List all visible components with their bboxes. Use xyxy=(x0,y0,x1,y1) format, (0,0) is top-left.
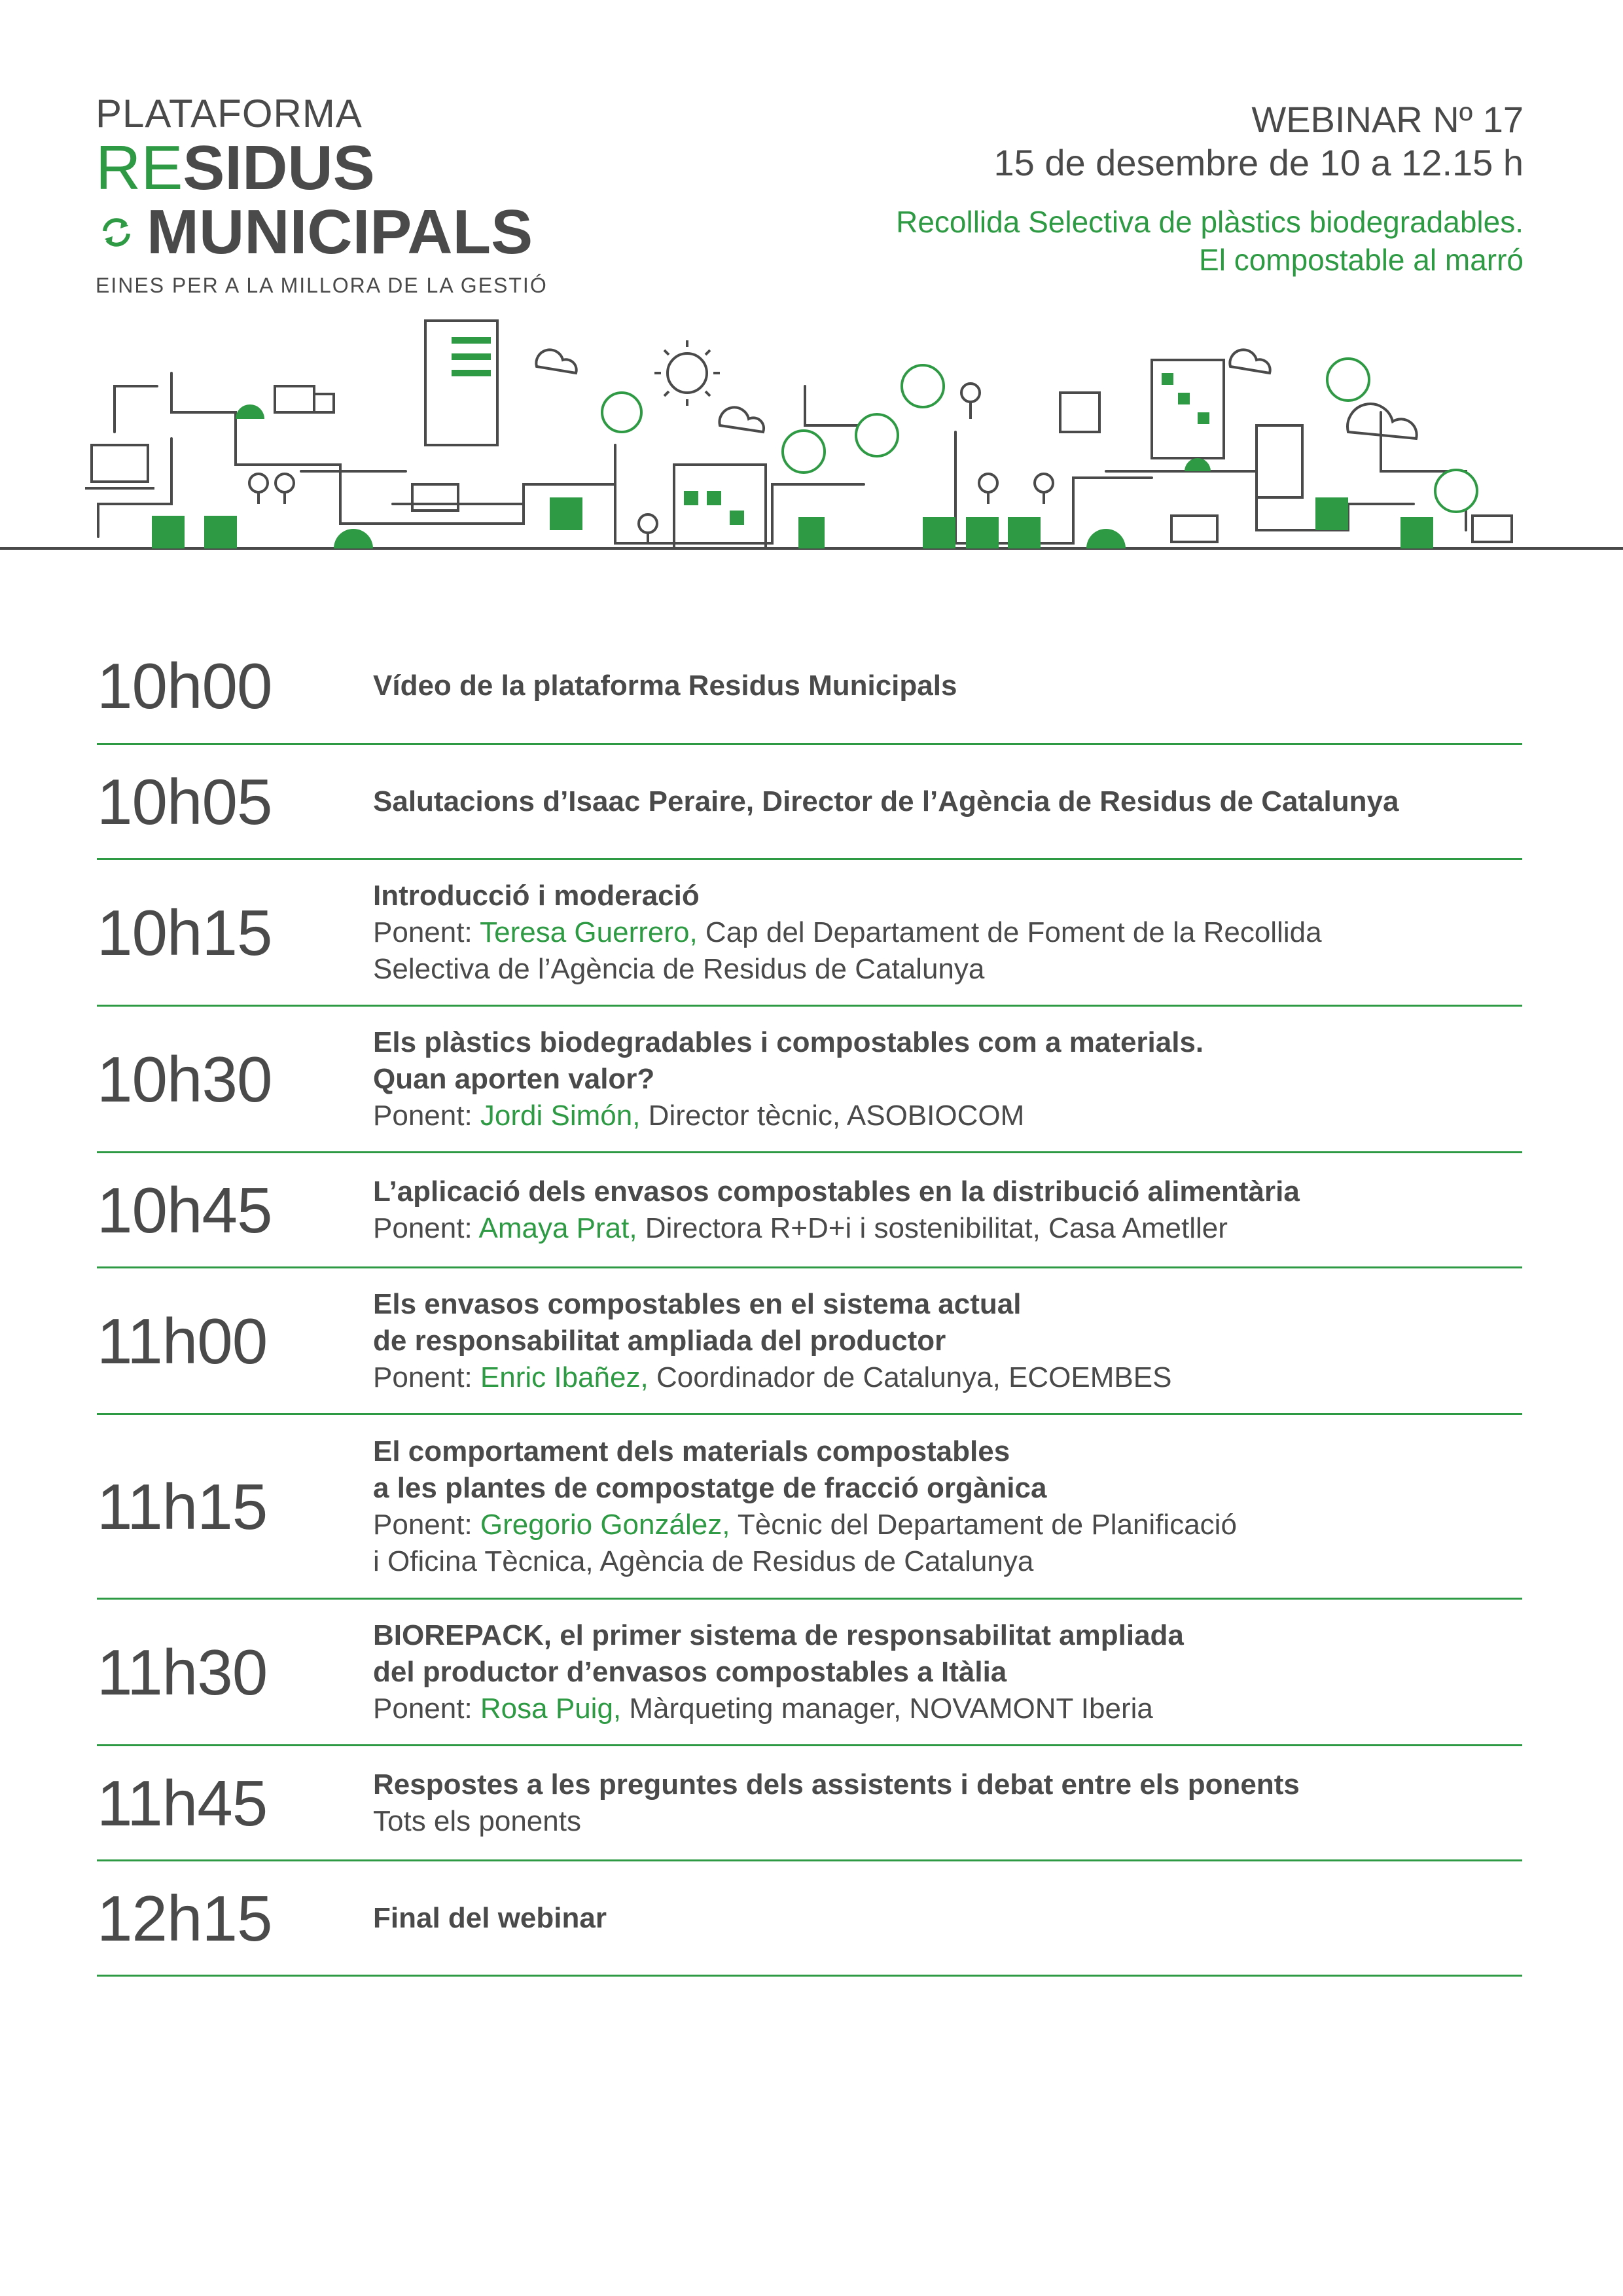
speaker-name: Gregorio González, xyxy=(480,1508,730,1541)
speaker-role: Màrqueting manager, NOVAMONT Iberia xyxy=(621,1692,1153,1725)
agenda-time: 11h30 xyxy=(97,1636,268,1708)
agenda-speaker xyxy=(373,1210,1522,1247)
speaker-role: Directora R+D+i i sostenibilitat, Casa Ametller xyxy=(637,1211,1228,1244)
agenda-speaker xyxy=(373,1359,1522,1396)
webinar-header xyxy=(896,98,1524,279)
webinar-subtitle xyxy=(896,203,1524,279)
agenda-time: 10h45 xyxy=(97,1174,272,1246)
agenda-title: Els plàstics biodegradables i compostables com a materials. Quan aporten valor? xyxy=(373,1026,1204,1095)
agenda-row xyxy=(97,1600,1522,1746)
speaker-lead: Ponent: xyxy=(373,916,480,948)
agenda-title: Introducció i moderació xyxy=(373,879,700,912)
agenda-row xyxy=(97,1861,1522,1977)
agenda-title: Vídeo de la plataforma Residus Municipals xyxy=(373,669,957,702)
agenda-time: 10h05 xyxy=(97,765,272,838)
agenda-body xyxy=(373,1174,1522,1247)
agenda-time: 11h45 xyxy=(97,1767,268,1839)
agenda-row xyxy=(97,628,1522,745)
logo-municipals: MUNICIPALS xyxy=(147,197,533,267)
speaker-lead: Ponent: xyxy=(373,1692,480,1725)
speaker-name: Jordi Simón, xyxy=(480,1099,641,1132)
agenda-title: Final del webinar xyxy=(373,1901,607,1934)
speaker-lead: Ponent: xyxy=(373,1211,479,1244)
recycle-arrows-icon xyxy=(96,211,137,253)
agenda-time: 10h00 xyxy=(97,649,272,722)
agenda-row xyxy=(97,745,1522,860)
speaker-lead: Ponent: xyxy=(373,1099,480,1132)
agenda-body xyxy=(373,1433,1522,1580)
speaker-role: Tècnic del Departament de Planificació i Oficina Tècnica, Agència de Residus de Catalunya xyxy=(373,1508,1237,1577)
agenda-body xyxy=(373,1286,1522,1396)
agenda-time: 11h15 xyxy=(97,1470,268,1543)
agenda-speaker xyxy=(373,1507,1522,1580)
logo-line-municipals xyxy=(96,197,593,267)
speaker-role: Director tècnic, ASOBIOCOM xyxy=(640,1099,1025,1132)
logo-re-accent: RE xyxy=(96,133,183,203)
speaker-name: Enric Ibañez, xyxy=(480,1361,649,1393)
agenda-body xyxy=(373,1024,1522,1134)
agenda-body xyxy=(373,1767,1522,1840)
webinar-subtitle-line1: Recollida Selectiva de plàstics biodegradables. xyxy=(896,205,1524,239)
agenda-time: 12h15 xyxy=(97,1882,272,1954)
agenda-body xyxy=(373,1900,1522,1937)
agenda-row xyxy=(97,1268,1522,1415)
agenda-speaker xyxy=(373,1098,1522,1134)
logo-line-residus xyxy=(96,133,593,203)
speaker-role: Coordinador de Catalunya, ECOEMBES xyxy=(648,1361,1172,1393)
speaker-lead: Tots els ponents xyxy=(373,1804,581,1837)
agenda-row xyxy=(97,860,1522,1007)
logo-tagline: EINES PER A LA MILLORA DE LA GESTIÓ xyxy=(96,274,548,297)
webinar-date: 15 de desembre de 10 a 12.15 h xyxy=(993,142,1524,183)
agenda-title: Respostes a les preguntes dels assistents i debat entre els ponents xyxy=(373,1768,1300,1801)
agenda-row xyxy=(97,1746,1522,1861)
agenda-title: BIOREPACK, el primer sistema de responsabilitat ampliada del productor d’envasos compostables a Itàlia xyxy=(373,1619,1184,1688)
agenda-row xyxy=(97,1153,1522,1268)
agenda-title: L’aplicació dels envasos compostables en la distribució alimentària xyxy=(373,1175,1300,1208)
agenda-speaker xyxy=(373,914,1522,988)
city-recycling-illustration xyxy=(0,308,1623,556)
speaker-name: Teresa Guerrero, xyxy=(480,916,698,948)
agenda-body xyxy=(373,668,1522,704)
agenda-speaker xyxy=(373,1691,1522,1727)
logo-line-plataforma: PLATAFORMA xyxy=(96,92,363,135)
agenda-title: Salutacions d’Isaac Peraire, Director de l’Agència de Residus de Catalunya xyxy=(373,785,1399,817)
agenda-speaker xyxy=(373,1803,1522,1840)
agenda-body xyxy=(373,878,1522,988)
agenda-body xyxy=(373,783,1522,820)
logo-sidus: SIDUS xyxy=(183,133,375,203)
agenda-title: El comportament dels materials compostables a les plantes de compostatge de fracció orgànica xyxy=(373,1435,1047,1504)
speaker-name: Amaya Prat, xyxy=(478,1211,637,1244)
agenda-list xyxy=(97,628,1522,1977)
webinar-number: WEBINAR Nº 17 xyxy=(1251,99,1524,140)
agenda-time: 10h15 xyxy=(97,896,272,969)
agenda-time: 11h00 xyxy=(97,1304,268,1377)
agenda-row xyxy=(97,1007,1522,1153)
webinar-subtitle-line2: El compostable al marró xyxy=(1199,243,1524,277)
agenda-time: 10h30 xyxy=(97,1043,272,1115)
agenda-title: Els envasos compostables en el sistema actual de responsabilitat ampliada del productor xyxy=(373,1287,1022,1357)
agenda-row xyxy=(97,1415,1522,1600)
agenda-body xyxy=(373,1617,1522,1727)
speaker-lead: Ponent: xyxy=(373,1508,480,1541)
speaker-role: Cap del Departament de Foment de la Recollida Selectiva de l’Agència de Residus de Catalunya xyxy=(373,916,1322,985)
speaker-name: Rosa Puig, xyxy=(480,1692,622,1725)
speaker-lead: Ponent: xyxy=(373,1361,480,1393)
platform-logo xyxy=(96,92,593,298)
